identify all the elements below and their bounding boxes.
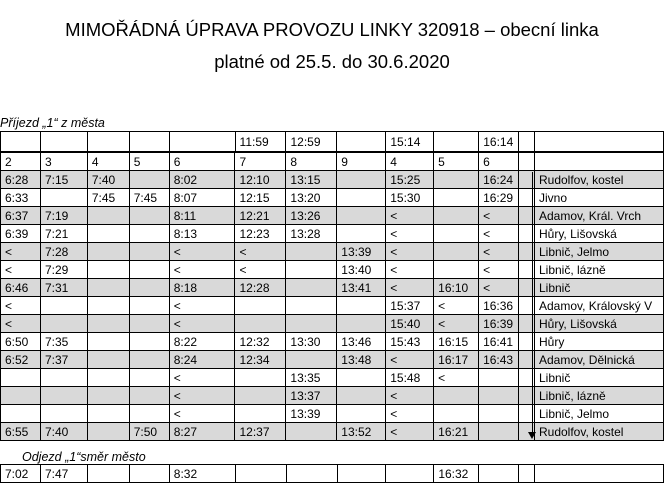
time-cell: < <box>479 279 519 297</box>
time-cell <box>129 333 169 351</box>
time-cell: 6:37 <box>1 207 41 225</box>
time-cell: 7:37 <box>40 351 87 369</box>
time-cell: 6:55 <box>1 423 41 441</box>
time-cell <box>337 315 386 333</box>
time-cell <box>1 369 41 387</box>
validity-subtitle: platné od 25.5. do 30.6.2020 <box>214 51 450 72</box>
time-cell: 13:39 <box>337 243 386 261</box>
time-cell: 7:45 <box>87 189 129 207</box>
table-row <box>1 333 664 351</box>
time-cell <box>337 225 386 243</box>
time-cell: 7:21 <box>40 225 87 243</box>
time-cell <box>479 369 519 387</box>
time-cell <box>40 387 87 405</box>
stop-name-cell: Rudolfov, kostel <box>534 423 663 441</box>
table-row <box>1 387 664 405</box>
time-cell: 8:24 <box>169 351 235 369</box>
time-cell: 12:32 <box>235 333 286 351</box>
time-cell: < <box>479 225 519 243</box>
time-cell <box>337 132 386 152</box>
time-cell: 16:24 <box>479 171 519 189</box>
time-cell: 3 <box>40 153 87 171</box>
departure-times-table <box>0 464 664 483</box>
time-cell: 7:50 <box>129 423 169 441</box>
time-cell <box>129 132 169 152</box>
time-cell: 16:15 <box>434 333 479 351</box>
time-cell: < <box>1 261 41 279</box>
time-cell <box>434 261 479 279</box>
time-cell <box>337 405 386 423</box>
stop-name-cell: Rudolfov, kostel <box>534 171 663 189</box>
time-cell: 15:25 <box>386 171 434 189</box>
time-cell: 7:45 <box>129 189 169 207</box>
time-cell: 13:46 <box>337 333 386 351</box>
time-cell <box>87 225 129 243</box>
time-cell: 15:40 <box>386 315 434 333</box>
time-cell <box>129 279 169 297</box>
stop-name-cell <box>535 465 664 483</box>
time-cell <box>87 405 129 423</box>
time-cell: 15:37 <box>386 297 434 315</box>
direction-arrow-icon <box>528 432 536 439</box>
time-cell: 6:33 <box>1 189 41 207</box>
time-cell: < <box>169 243 235 261</box>
time-cell <box>40 315 87 333</box>
time-cell: 8:13 <box>169 225 235 243</box>
time-cell: < <box>169 387 235 405</box>
time-cell <box>87 351 129 369</box>
time-cell: 7 <box>235 153 286 171</box>
time-cell: 6:46 <box>1 279 41 297</box>
time-cell <box>286 465 337 483</box>
time-cell: 16:32 <box>434 465 479 483</box>
time-cell <box>479 423 519 441</box>
time-cell: 6:50 <box>1 333 41 351</box>
time-cell <box>87 423 129 441</box>
time-cell: 12:28 <box>235 279 286 297</box>
time-cell <box>434 207 479 225</box>
time-cell: < <box>479 207 519 225</box>
time-cell <box>286 315 337 333</box>
time-cell <box>87 207 129 225</box>
time-cell: 4 <box>87 153 129 171</box>
time-cell: 8:02 <box>169 171 235 189</box>
time-cell <box>235 369 286 387</box>
time-cell: 15:48 <box>386 369 434 387</box>
time-cell <box>129 297 169 315</box>
time-cell: 9 <box>337 153 386 171</box>
time-cell <box>129 405 169 423</box>
time-cell: < <box>386 207 434 225</box>
time-cell: < <box>169 297 235 315</box>
time-cell: 16:17 <box>434 351 479 369</box>
time-cell: 13:41 <box>337 279 386 297</box>
time-cell: 15:30 <box>386 189 434 207</box>
time-cell: 8:07 <box>169 189 235 207</box>
direction-arrow-line <box>532 172 533 434</box>
stop-name-cell: Hůry, Lišovská <box>534 315 663 333</box>
time-cell <box>337 207 386 225</box>
time-cell: < <box>434 369 479 387</box>
time-cell <box>1 132 41 152</box>
time-cell <box>235 315 286 333</box>
time-cell <box>286 279 337 297</box>
time-cell: 12:34 <box>235 351 286 369</box>
time-cell <box>129 315 169 333</box>
time-cell: < <box>386 225 434 243</box>
time-cell: 6 <box>479 153 519 171</box>
time-cell: 13:40 <box>337 261 386 279</box>
stop-name-cell: Adamov, Dělnická <box>534 351 663 369</box>
time-cell <box>87 261 129 279</box>
time-cell: 13:30 <box>286 333 337 351</box>
time-cell: < <box>1 297 41 315</box>
stop-name-cell: Libnič, lázně <box>534 387 663 405</box>
time-cell: 13:39 <box>286 405 337 423</box>
time-cell <box>129 465 169 483</box>
stop-name-cell: Libnič, Jelmo <box>534 405 663 423</box>
time-cell <box>87 243 129 261</box>
time-cell <box>129 171 169 189</box>
time-cell: 13:15 <box>286 171 337 189</box>
time-cell: < <box>479 261 519 279</box>
time-cell: < <box>386 261 434 279</box>
time-cell: 12:15 <box>235 189 286 207</box>
arrival-times-table <box>0 131 664 152</box>
time-cell <box>169 132 235 152</box>
table-row <box>1 279 664 297</box>
time-cell: 16:41 <box>479 333 519 351</box>
time-cell <box>479 405 519 423</box>
time-cell <box>337 369 386 387</box>
time-cell: 12:23 <box>235 225 286 243</box>
time-cell <box>129 351 169 369</box>
time-cell: 7:35 <box>40 333 87 351</box>
table-row <box>1 369 664 387</box>
time-cell <box>337 189 386 207</box>
time-cell <box>40 132 87 152</box>
time-cell: < <box>235 261 286 279</box>
time-cell: 16:29 <box>479 189 519 207</box>
time-cell <box>87 387 129 405</box>
time-cell: 15:43 <box>386 333 434 351</box>
time-cell <box>1 387 41 405</box>
time-cell: < <box>434 297 479 315</box>
stop-name-cell <box>535 132 664 152</box>
time-cell: 6 <box>169 153 235 171</box>
time-cell: 8:22 <box>169 333 235 351</box>
time-cell <box>434 387 479 405</box>
time-cell <box>129 369 169 387</box>
time-cell: 13:52 <box>337 423 386 441</box>
time-cell <box>87 315 129 333</box>
time-cell <box>40 189 87 207</box>
time-cell: 7:28 <box>40 243 87 261</box>
time-cell <box>87 333 129 351</box>
timetable <box>0 152 664 441</box>
time-cell <box>519 132 535 152</box>
time-cell: 13:20 <box>286 189 337 207</box>
time-cell <box>129 243 169 261</box>
stop-name-cell: Hůry, Lišovská <box>534 225 663 243</box>
stop-name-cell: Libnič <box>534 369 663 387</box>
time-cell: < <box>169 369 235 387</box>
time-cell: 8 <box>286 153 337 171</box>
time-cell: 7:29 <box>40 261 87 279</box>
time-cell <box>87 369 129 387</box>
time-cell <box>434 189 479 207</box>
time-cell: < <box>479 243 519 261</box>
time-cell: 7:15 <box>40 171 87 189</box>
time-cell <box>40 405 87 423</box>
stop-name-cell: Hůry <box>534 333 663 351</box>
time-cell: 15:14 <box>386 132 434 152</box>
time-cell: 6:39 <box>1 225 41 243</box>
stop-name-cell <box>534 153 663 171</box>
time-cell: 8:27 <box>169 423 235 441</box>
time-cell <box>479 465 519 483</box>
table-row <box>1 297 664 315</box>
time-cell: 16:14 <box>479 132 519 152</box>
stop-name-cell: Jivno <box>534 189 663 207</box>
time-cell <box>434 225 479 243</box>
table-row <box>1 405 664 423</box>
table-row <box>1 261 664 279</box>
arrival-note: Příjezd „1“ z města <box>0 116 105 130</box>
time-cell <box>235 465 286 483</box>
time-cell: 16:36 <box>479 297 519 315</box>
time-cell: 8:18 <box>169 279 235 297</box>
time-cell: 7:40 <box>87 171 129 189</box>
time-cell: 13:28 <box>286 225 337 243</box>
time-cell: 16:21 <box>434 423 479 441</box>
time-cell: 8:32 <box>169 465 235 483</box>
time-cell <box>286 261 337 279</box>
table-row <box>1 225 664 243</box>
table-row <box>1 243 664 261</box>
time-cell: 7:02 <box>1 465 41 483</box>
time-cell: 4 <box>386 153 434 171</box>
time-cell <box>337 171 386 189</box>
header-row <box>1 153 664 171</box>
time-cell <box>286 351 337 369</box>
time-cell: 2 <box>1 153 41 171</box>
time-cell: 7:19 <box>40 207 87 225</box>
time-cell: 7:40 <box>40 423 87 441</box>
time-cell: 8:11 <box>169 207 235 225</box>
time-cell <box>87 465 129 483</box>
time-cell: 13:37 <box>286 387 337 405</box>
time-cell: < <box>1 315 41 333</box>
time-cell: < <box>386 387 434 405</box>
time-cell: < <box>169 261 235 279</box>
time-cell <box>1 405 41 423</box>
time-cell: < <box>169 405 235 423</box>
time-cell <box>479 387 519 405</box>
time-cell: < <box>1 243 41 261</box>
time-cell: 5 <box>434 153 479 171</box>
table-row <box>1 189 664 207</box>
time-cell: 6:28 <box>1 171 41 189</box>
time-cell: 11:59 <box>235 132 286 152</box>
departure-row <box>1 465 664 483</box>
time-cell <box>129 225 169 243</box>
page-title: MIMOŘÁDNÁ ÚPRAVA PROVOZU LINKY 320918 – obecní linka <box>65 19 599 40</box>
stop-name-cell: Libnič <box>534 279 663 297</box>
time-cell: 16:10 <box>434 279 479 297</box>
stop-name-cell: Adamov, Král. Vrch <box>534 207 663 225</box>
time-cell: < <box>386 243 434 261</box>
time-cell <box>337 297 386 315</box>
time-cell: < <box>386 351 434 369</box>
time-cell: 12:21 <box>235 207 286 225</box>
stop-name-cell: Libnič, Jelmo <box>534 243 663 261</box>
time-cell: < <box>386 405 434 423</box>
time-cell: < <box>386 279 434 297</box>
time-cell: < <box>386 423 434 441</box>
time-cell: 13:48 <box>337 351 386 369</box>
time-cell <box>87 297 129 315</box>
table-row <box>1 171 664 189</box>
time-cell <box>87 132 129 152</box>
time-cell <box>40 369 87 387</box>
time-cell <box>434 243 479 261</box>
time-cell <box>235 387 286 405</box>
table-row <box>1 207 664 225</box>
time-cell: 16:43 <box>479 351 519 369</box>
departure-note: Odjezd „1“směr město <box>22 450 146 464</box>
time-cell <box>235 297 286 315</box>
time-cell <box>337 387 386 405</box>
time-cell: 7:31 <box>40 279 87 297</box>
time-cell <box>337 465 386 483</box>
time-cell: 12:59 <box>286 132 337 152</box>
time-cell <box>286 243 337 261</box>
time-cell: 13:26 <box>286 207 337 225</box>
time-cell <box>434 132 479 152</box>
time-cell: 12:37 <box>235 423 286 441</box>
time-cell: < <box>434 315 479 333</box>
time-cell <box>286 297 337 315</box>
time-cell <box>519 465 535 483</box>
time-cell <box>434 405 479 423</box>
time-cell: < <box>169 315 235 333</box>
time-cell <box>286 423 337 441</box>
time-cell <box>519 153 535 171</box>
stop-name-cell: Libnič, lázně <box>534 261 663 279</box>
time-cell <box>129 207 169 225</box>
time-cell: 7:47 <box>40 465 87 483</box>
time-cell: 5 <box>129 153 169 171</box>
time-cell <box>386 465 434 483</box>
table-row <box>1 351 664 369</box>
arrival-row <box>1 132 664 152</box>
time-cell <box>87 279 129 297</box>
time-cell: 13:35 <box>286 369 337 387</box>
time-cell: < <box>235 243 286 261</box>
stop-name-cell: Adamov, Královský V <box>534 297 663 315</box>
table-row <box>1 315 664 333</box>
time-cell: 16:39 <box>479 315 519 333</box>
time-cell <box>235 405 286 423</box>
time-cell <box>129 261 169 279</box>
time-cell <box>434 171 479 189</box>
table-row <box>1 423 664 441</box>
time-cell <box>40 297 87 315</box>
time-cell <box>129 387 169 405</box>
time-cell: 6:52 <box>1 351 41 369</box>
time-cell: 12:10 <box>235 171 286 189</box>
